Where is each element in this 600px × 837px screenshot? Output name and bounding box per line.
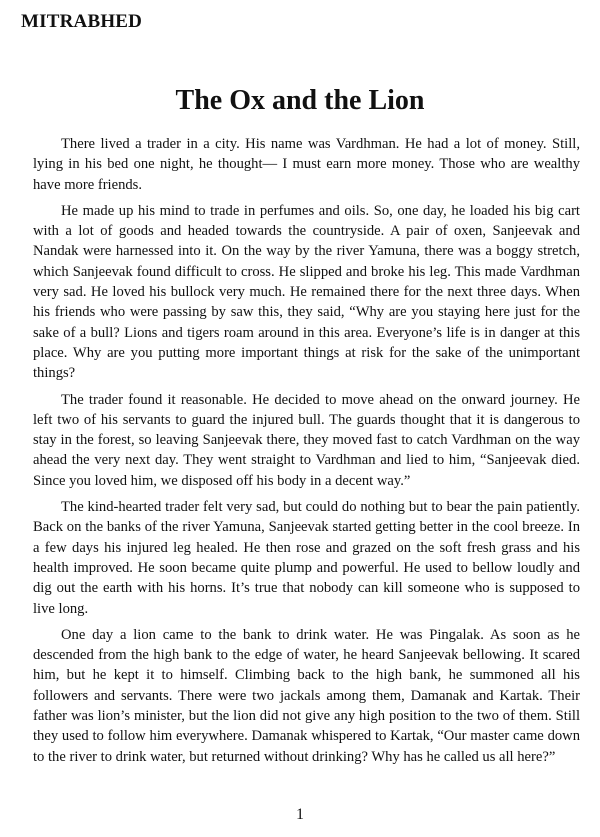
paragraph: The kind-hearted trader felt very sad, but could do nothing but to bear the pain patiently. Back on the banks of the river Yamuna, Sanjeevak started getting better in the cool breeze. In a few days his injured leg healed. He then rose and grazed on the soft fresh grass and his health improved. He soon became quite plump and powerful. He used to bellow loudly and dig out the earth with his horns. It’s true that nobody can kill someone who is supposed to live long. — [33, 499, 580, 617]
running-header: MITRABHED — [21, 11, 143, 32]
paragraph: The trader found it reasonable. He decided to move ahead on the onward journey. He left two of his servants to guard the injured bull. The guards thought that it is dangerous to stay in the forest, so leaving Sanjeevak there, they moved fast to catch Vardhman on the way ahead the very next day. They went straight to Vardhman and lied to him, “Sanjeevak died. Since you loved him, we disposed off his body in a decent way.” — [33, 391, 580, 489]
paragraph: There lived a trader in a city. His name was Vardhman. He had a lot of money. Still, lying in his bed one night, he thought— I must earn more money. Those who are wealthy have more friends. — [33, 136, 580, 193]
chapter-title: The Ox and the Lion — [175, 85, 425, 116]
paragraph: One day a lion came to the bank to drink water. He was Pingalak. As soon as he descended from the high bank to the edge of water, he heard Sanjeevak bellowing. It scared him, but he kept it to himself. Climbing back to the high bank, he summoned all his followers and servants. There were two jackals among them, Damanak and Kartak. Their father was lion’s minister, but the lion did not give any high position to the two of them. Still they used to follow him everywhere. Damanak whispered to Kartak, “Our master came down to the river to drink water, but returned without drinking? Why has he called us all here?” — [33, 626, 580, 765]
page-number: 1 — [296, 806, 304, 823]
paragraph: He made up his mind to trade in perfumes and oils. So, one day, he loaded his big cart with a lot of goods and headed towards the countryside. A pair of oxen, Sanjeevak and Nandak were harnessed into it. On the way by the river Yamuna, there was a boggy stretch, which Sanjeevak found difficult to cross. He slipped and broke his leg. This made Vardhman very sad. He loved his bullock very much. He remained there for the next three days. When his friends who were passing by saw this, they said, “Why are you staying here just for the sake of a bull? Lions and tigers roam around in this area. Everyone’s life is in danger at this place. Why are you putting more important things at risk for the sake of the unimportant things? — [33, 202, 580, 382]
story-body — [33, 134, 580, 773]
